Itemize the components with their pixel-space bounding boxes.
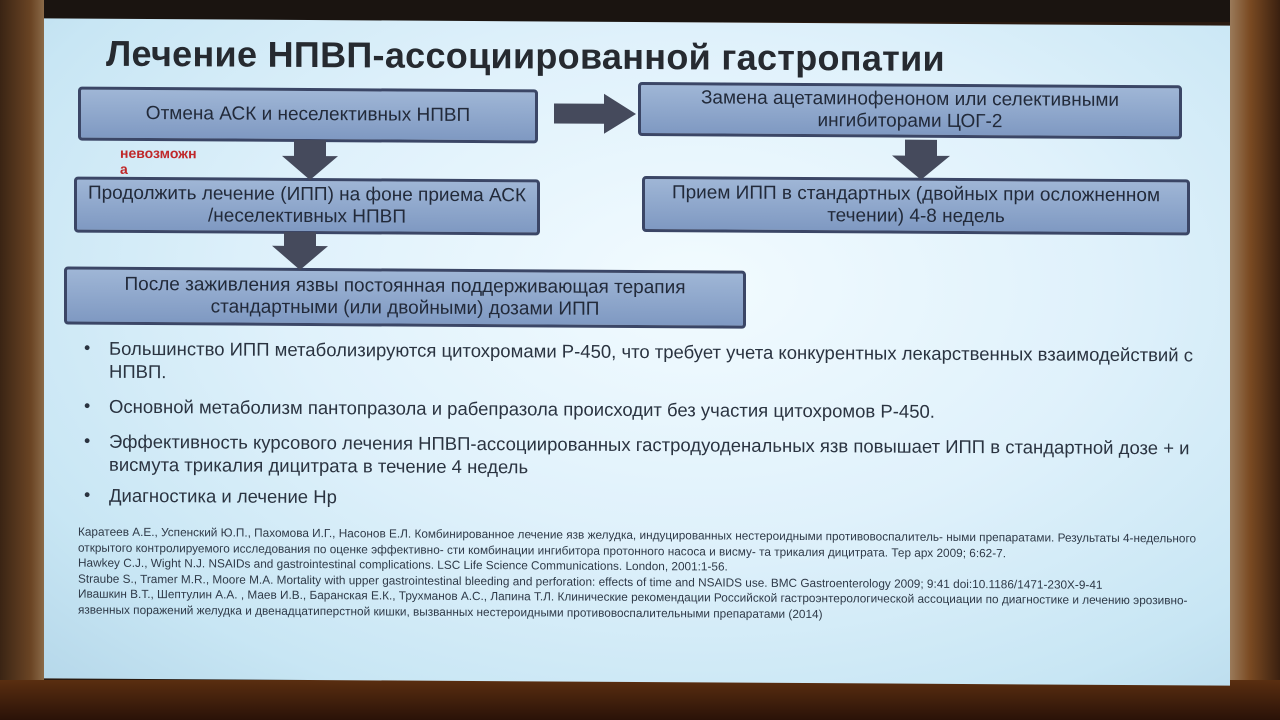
projector-frame-right <box>1230 0 1280 720</box>
reference-item: Straube S., Tramer M.R., Moore M.A. Mortality with upper gastrointestinal bleeding and perforation: effects of time and NSAIDS use. BMC Gastroenterology 2009; 9:41 doi:10.1186/1471-230X-9-41 <box>78 571 1103 592</box>
bullet-dot-icon: • <box>84 395 91 416</box>
bullet-dot-icon: • <box>84 430 91 451</box>
projector-frame-left <box>0 0 44 720</box>
slide-title: Лечение НПВП-ассоциированной гастропатии <box>106 32 945 79</box>
references <box>78 525 1218 625</box>
bullet-dot-icon: • <box>84 337 91 358</box>
reference-item: Hawkey C.J., Wight N.J. NSAIDs and gastrointestinal complications. LSC Life Science Communications. London, 2001:1-56. <box>78 555 728 574</box>
arrow-down-icon <box>280 138 340 182</box>
reference-item: Ивашкин В.Т., Шептулин А.А. , Маев И.В., Баранская Е.К., Трухманов А.С., Лапина Т.Л. Клинические рекомендации Российской гастроэнтерологической ассоциации по диагностике и лечению эрозивно- язвенных поражений желудка и двенадцатиперстной кишки, вызванных нестероидными противовоспалительными препаратами (2014) <box>78 586 1188 621</box>
box-ppi-standard-dose: Прием ИПП в стандартных (двойных при осложненном течении) 4-8 недель <box>642 176 1190 235</box>
box-replace-acetaminophen-cox2: Замена ацетаминофеноном или селективными ингибиторами ЦОГ-2 <box>638 82 1182 139</box>
impossible-note: невозможн а <box>120 144 197 177</box>
bullet-item: • Диагностика и лечение Нр <box>84 484 337 508</box>
bullet-dot-icon: • <box>84 484 91 505</box>
reference-item: Каратеев А.Е., Успенский Ю.П., Пахомова И.Г., Насонов Е.Л. Комбинированное лечение язв желудка, индуцированных нестероидными противовоспалитель- ными препаратами. Результаты 4-недельного открытого контролируемого исследования по оценке эффективно- сти комбинации ингибитора протонного насоса и висму- та трикалия дицитрата. Тер арх 2009; 6:62-7. <box>78 524 1197 560</box>
bullet-item: • Основной метаболизм пантопразола и рабепразола происходит без участия цитохромов Р-450. <box>84 395 935 422</box>
box-continue-ppi: Продолжить лечение (ИПП) на фоне приема АСК /неселективных НПВП <box>74 177 540 236</box>
bullet-list <box>64 336 1214 517</box>
bullet-item: • Большинство ИПП метаболизируются цитохромами Р-450, что требует учета конкурентных лекарственных взаимодействий с НПВП. <box>84 337 1193 383</box>
arrow-right-icon <box>552 91 638 136</box>
box-stop-asa-nsaids: Отмена АСК и неселективных НПВП <box>78 87 538 144</box>
arrow-down-icon <box>890 138 952 182</box>
presentation-slide <box>44 18 1230 685</box>
box-maintenance-therapy: После заживления язвы постоянная поддерживающая терапия стандартными (или двойными) дозами ИПП <box>64 266 746 328</box>
projector-frame-bottom <box>0 680 1280 720</box>
bullet-item: • Эффективность курсового лечения НПВП-ассоциированных гастродуоденальных язв повышает ИПП в стандартной дозе + и висмута трикалия дицитрата в течение 4 недель <box>84 430 1190 478</box>
arrow-down-icon <box>270 230 330 272</box>
